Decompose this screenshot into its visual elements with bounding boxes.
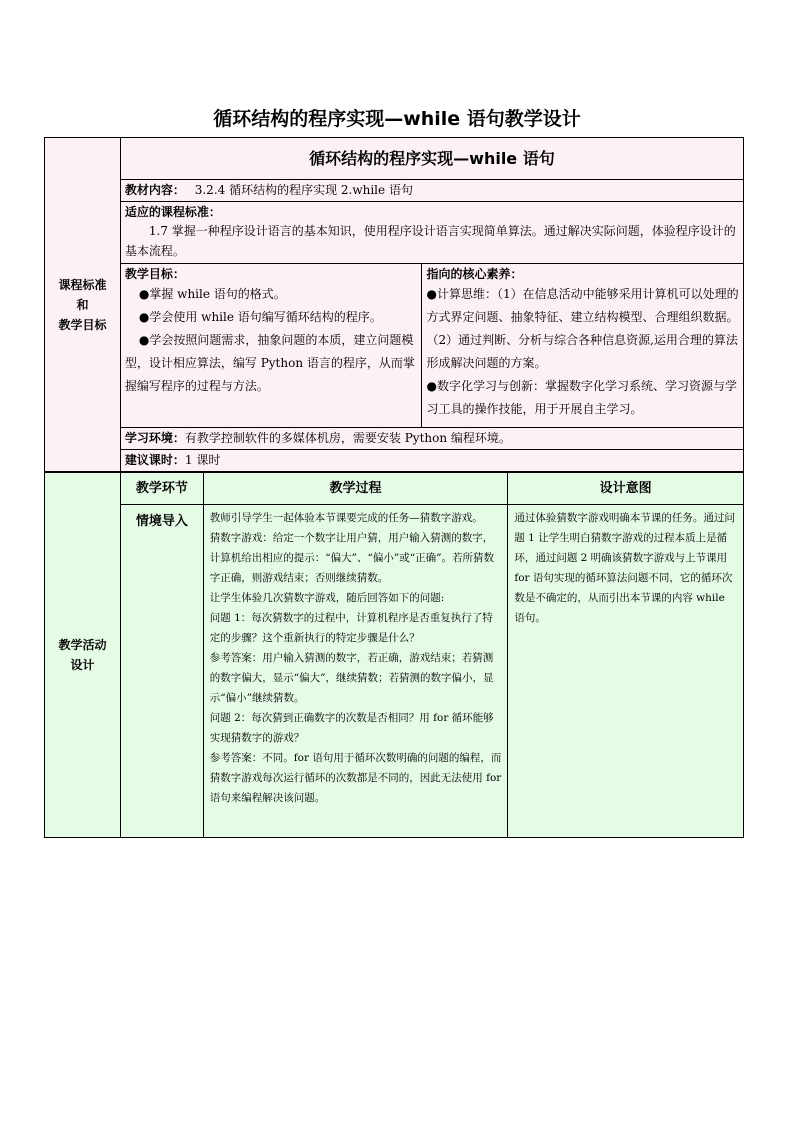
process-paragraph: 问题 2：每次猜到正确数字的次数是否相同？用 for 循环能够实现猜数字的游戏？ (209, 712, 494, 744)
lesson-subtitle: 循环结构的程序实现—while 语句 (120, 138, 743, 180)
literacy-item: ●计算思维：（1）在信息活动中能够采用计算机可以处理的方式界定问题、抽象特征、建立结构模型、合理组织数据。（2）通过判断、分析与综合各种信息资源,运用合理的算法形成解决问题的方案。 (426, 287, 739, 370)
literacy-label: 指向的核心素养： (426, 267, 523, 281)
goal-item: ●学会按照问题需求，抽象问题的本质，建立问题模型，设计相应算法，编写 Python 语言的程序，从而掌握编写程序的过程与方法。 (124, 333, 415, 393)
goal-item: ●掌握 while 语句的格式。 (138, 287, 286, 301)
process-paragraph: 参考答案：不同。for 语句用于循环次数明确的问题的编程，而猜数字游戏每次运行循环的次数都是不同的，因此无法使用 for 语句来编程解决该问题。 (209, 752, 502, 804)
process-paragraph: 问题 1：每次猜数字的过程中，计算机程序是否重复执行了特定的步骤？这个重新执行的特定步骤是什么？ (209, 612, 493, 644)
col-header-process: 教学过程 (203, 473, 508, 505)
activity-side-label: 教学活动 设计 (45, 473, 121, 838)
col-header-stage: 教学环节 (120, 473, 203, 505)
material-label: 教材内容： (124, 183, 185, 197)
material-row (120, 180, 743, 202)
col-header-intent: 设计意图 (508, 473, 744, 505)
env-label: 学习环境： (124, 431, 185, 445)
course-standard-table (44, 137, 744, 472)
standard-label: 适应的课程标准： (124, 205, 221, 219)
process-paragraph: 教师引导学生一起体验本节课要完成的任务—猜数字游戏。 (209, 512, 483, 524)
environment-row (120, 428, 743, 450)
goals-label: 教学目标： (124, 267, 185, 281)
literacy-item: ●数字化学习与创新：掌握数字化学习系统、学习资源与学习工具的操作技能，用于开展自主学习。 (426, 379, 737, 416)
intent-cell (508, 505, 744, 838)
intent-text: 通过体验猜数字游戏明确本节课的任务。通过问题 1 让学生明白猜数字游戏的过程本质上是循环，通过问题 2 明确该猜数字游戏与上节课用 for 语句实现的循环算法问题不同，它的循环次数是不确定的，从而引出本节课的内容 while 语句。 (514, 512, 735, 624)
activity-design-table (44, 472, 744, 838)
literacy-cell (422, 264, 744, 428)
process-paragraph: 猜数字游戏：给定一个数字让用户猜，用户输入猜测的数字，计算机给出相应的提示：“偏大”、“偏小”或“正确”。若所猜数字正确，则游戏结束；否则继续猜数。 (209, 532, 494, 584)
standard-row (120, 202, 743, 264)
document-title: 循环结构的程序实现—while 语句教学设计 (213, 108, 581, 130)
goal-item: ●学会使用 while 语句编写循环结构的程序。 (138, 310, 382, 324)
hours-label: 建议课时： (124, 453, 185, 467)
process-cell (203, 505, 508, 838)
process-paragraph: 参考答案：用户输入猜测的数字，若正确，游戏结束；若猜测的数字偏大，显示“偏大”，继续猜数；若猜测的数字偏小，显示“偏小”继续猜数。 (209, 652, 494, 704)
goals-cell (120, 264, 422, 428)
standards-side-label: 课程标准 和 教学目标 (45, 138, 121, 472)
standard-text: 1.7 掌握一种程序设计语言的基本知识，使用程序设计语言实现简单算法。通过解决实际问题，体验程序设计的基本流程。 (124, 224, 736, 258)
material-value: 3.2.4 循环结构的程序实现 2.while 语句 (194, 183, 413, 197)
hours-row (120, 450, 743, 472)
stage-name: 情境导入 (120, 505, 203, 838)
process-paragraph: 让学生体验几次猜数字游戏，随后回答如下的问题: (209, 592, 445, 604)
hours-value: 1 课时 (184, 453, 221, 467)
env-value: 有教学控制软件的多媒体机房，需要安装 Python 编程环境。 (184, 431, 511, 445)
